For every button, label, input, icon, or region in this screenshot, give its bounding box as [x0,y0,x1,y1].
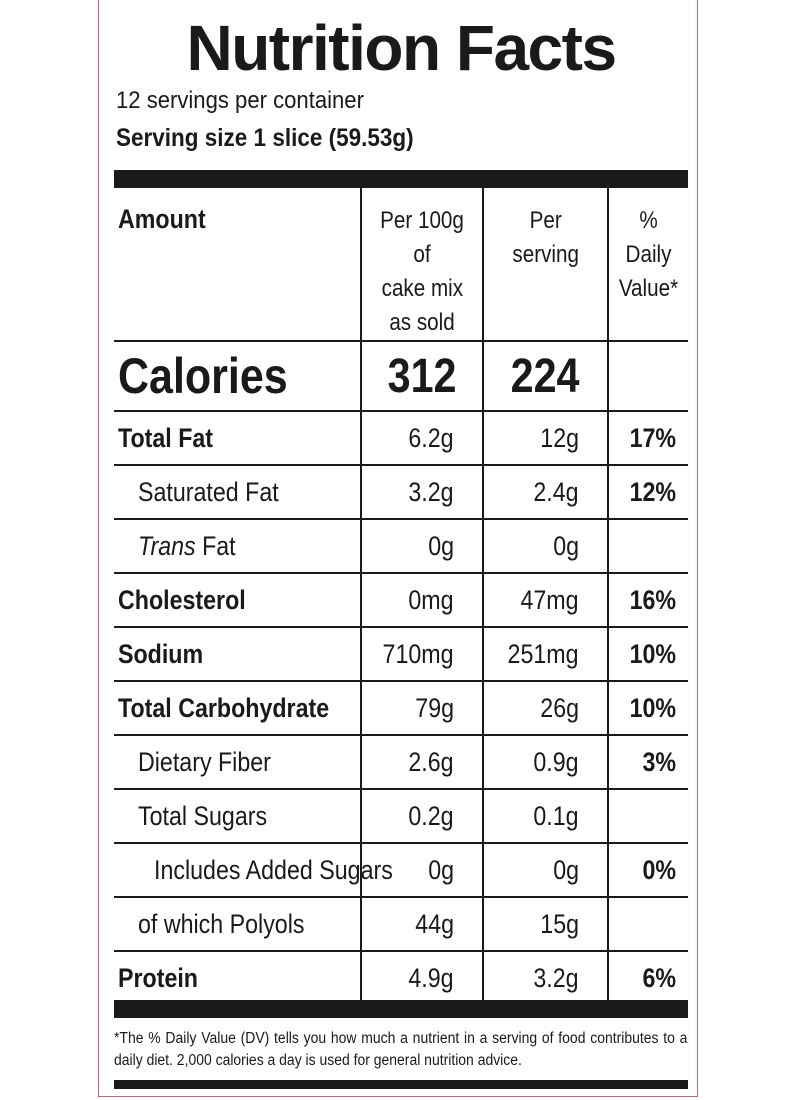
nutrient-name: Trans Fat [114,519,361,573]
nutrient-per-100g: 0g [361,843,483,897]
nutrient-per-100g: 6.2g [361,411,483,465]
nutrient-name: Includes Added Sugars [114,843,361,897]
bottom-thick-bar [114,1000,688,1018]
nutrient-per-serving: 0.1g [483,789,608,843]
nutrient-per-serving: 251mg [483,627,608,681]
nutrient-daily-value: 10% [608,681,688,735]
nutrient-daily-value: 0% [608,843,688,897]
daily-value-footnote: *The % Daily Value (DV) tells you how much a nutrient in a serving of food contributes to a daily diet. 2,000 calories a day is used for general nutrition advice. [114,1030,688,1069]
nutrient-per-serving: 0.9g [483,735,608,789]
nutrient-per-serving: 2.4g [483,465,608,519]
nutrient-name: Dietary Fiber [114,735,361,789]
nutrient-per-serving: 12g [483,411,608,465]
label-title: Nutrition Facts [186,12,616,84]
nutrient-name: Total Sugars [114,789,361,843]
nutrient-daily-value: 16% [608,573,688,627]
header-row [114,188,688,341]
nutrient-daily-value: 17% [608,411,688,465]
nutrient-row-polyols [114,897,688,951]
nutrient-per-100g: 0g [361,519,483,573]
nutrient-per-100g: 3.2g [361,465,483,519]
nutrient-daily-value: 3% [608,735,688,789]
header-per-100g: Per 100g of cake mix as sold [361,188,483,341]
nutrient-per-100g: 710mg [361,627,483,681]
nutrient-row-protein [114,951,688,1004]
calories-daily-value [608,341,688,411]
nutrient-name: Sodium [114,627,361,681]
calories-label: Calories [114,341,361,411]
nutrient-daily-value [608,519,688,573]
nutrient-daily-value [608,897,688,951]
nutrient-row-total-sugars [114,789,688,843]
nutrient-name: Cholesterol [114,573,361,627]
top-thick-bar [114,170,688,188]
nutrient-daily-value: 6% [608,951,688,1004]
nutrition-table [114,188,688,1004]
calories-row [114,341,688,411]
nutrient-row-cholesterol [114,573,688,627]
nutrient-per-100g: 4.9g [361,951,483,1004]
nutrient-name: of which Polyols [114,897,361,951]
calories-per-serving: 224 [483,341,608,411]
nutrient-per-100g: 0.2g [361,789,483,843]
nutrient-daily-value: 10% [608,627,688,681]
nutrient-row-dietary-fiber [114,735,688,789]
header-daily-value: % Daily Value* [608,188,688,341]
nutrient-per-serving: 0g [483,519,608,573]
calories-per-100g: 312 [361,341,483,411]
nutrient-row-sodium [114,627,688,681]
nutrient-name: Total Fat [114,411,361,465]
nutrient-daily-value [608,789,688,843]
nutrient-per-100g: 2.6g [361,735,483,789]
nutrient-name: Protein [114,951,361,1004]
nutrient-per-serving: 3.2g [483,951,608,1004]
nutrient-row-total-carbohydrate [114,681,688,735]
nutrient-per-serving: 15g [483,897,608,951]
serving-size: Serving size 1 slice (59.53g) [116,124,414,152]
nutrient-row-total-fat [114,411,688,465]
nutrient-per-100g: 44g [361,897,483,951]
nutrient-per-serving: 26g [483,681,608,735]
header-per-serving: Per serving [483,188,608,341]
nutrient-name: Saturated Fat [114,465,361,519]
nutrient-per-serving: 0g [483,843,608,897]
nutrient-row-added-sugars [114,843,688,897]
nutrient-daily-value: 12% [608,465,688,519]
nutrient-row-trans-fat [114,519,688,573]
footer-bar [114,1080,688,1089]
nutrient-per-serving: 47mg [483,573,608,627]
nutrient-rows [114,411,688,1004]
nutrient-per-100g: 79g [361,681,483,735]
header-amount: Amount [118,204,206,234]
nutrient-per-100g: 0mg [361,573,483,627]
nutrient-name: Total Carbohydrate [114,681,361,735]
servings-per-container: 12 servings per container [116,87,364,114]
nutrient-row-saturated-fat [114,465,688,519]
